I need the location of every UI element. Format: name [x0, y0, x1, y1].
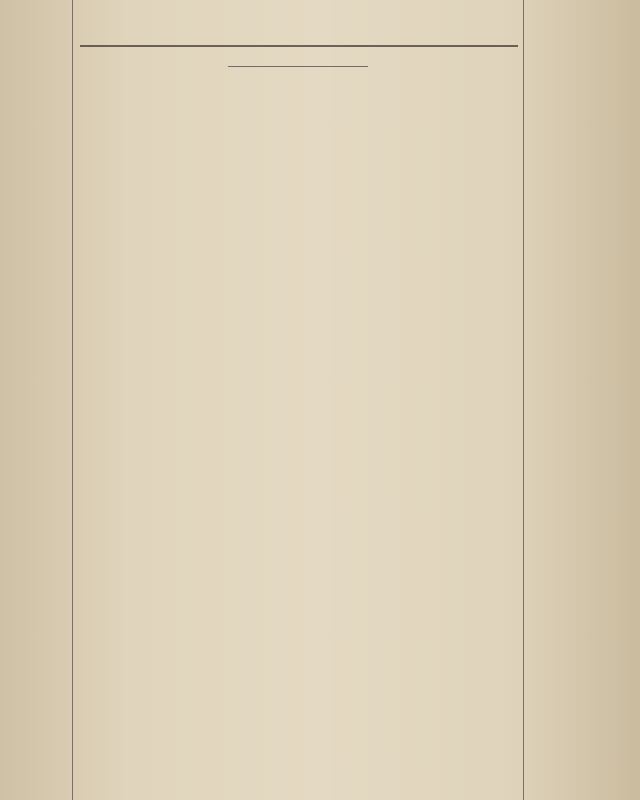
section-divider: [80, 45, 518, 47]
column-rule-right: [523, 0, 524, 800]
title-rule: [228, 66, 368, 67]
column-rule-left: [72, 0, 73, 800]
